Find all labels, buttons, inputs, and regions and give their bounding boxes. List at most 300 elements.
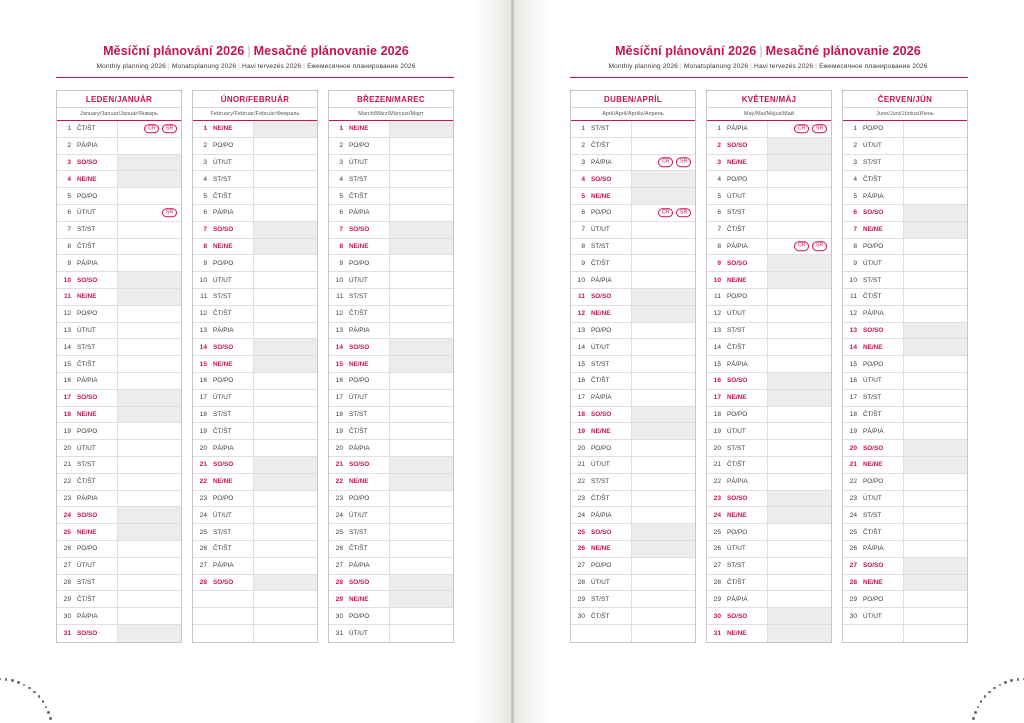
- day-row[interactable]: [843, 474, 967, 491]
- day-note-field[interactable]: [632, 239, 695, 255]
- day-note-field[interactable]: [904, 423, 967, 439]
- day-row[interactable]: [57, 356, 181, 373]
- day-row[interactable]: [57, 155, 181, 172]
- day-row[interactable]: [843, 575, 967, 592]
- day-row[interactable]: [329, 507, 453, 524]
- day-row[interactable]: [707, 373, 831, 390]
- day-note-field[interactable]: [904, 188, 967, 204]
- day-row[interactable]: [329, 255, 453, 272]
- day-note-field[interactable]: [254, 423, 317, 439]
- day-row[interactable]: [193, 373, 317, 390]
- day-row[interactable]: [707, 289, 831, 306]
- day-row[interactable]: [57, 138, 181, 155]
- day-row[interactable]: [707, 171, 831, 188]
- day-note-field[interactable]: [632, 188, 695, 204]
- day-note-field[interactable]: [768, 591, 831, 607]
- day-row[interactable]: [571, 121, 695, 138]
- day-note-field[interactable]: [632, 474, 695, 490]
- day-row[interactable]: [329, 625, 453, 642]
- day-note-field[interactable]: [390, 373, 453, 389]
- day-row[interactable]: [193, 390, 317, 407]
- day-row[interactable]: [57, 390, 181, 407]
- day-row[interactable]: [193, 289, 317, 306]
- day-row[interactable]: [57, 474, 181, 491]
- day-note-field[interactable]: [632, 390, 695, 406]
- day-row[interactable]: [707, 272, 831, 289]
- day-row[interactable]: [707, 591, 831, 608]
- day-row[interactable]: [843, 239, 967, 256]
- day-note-field[interactable]: [768, 306, 831, 322]
- day-note-field[interactable]: [390, 440, 453, 456]
- day-row[interactable]: [843, 608, 967, 625]
- day-row[interactable]: [193, 306, 317, 323]
- day-row[interactable]: [707, 239, 831, 256]
- day-row[interactable]: [193, 591, 317, 608]
- day-row[interactable]: [329, 306, 453, 323]
- day-note-field[interactable]: [390, 524, 453, 540]
- day-row[interactable]: [707, 323, 831, 340]
- day-note-field[interactable]: [904, 339, 967, 355]
- day-note-field[interactable]: [904, 575, 967, 591]
- day-row[interactable]: [571, 591, 695, 608]
- day-row[interactable]: [571, 440, 695, 457]
- day-note-field[interactable]: [254, 390, 317, 406]
- day-note-field[interactable]: [254, 205, 317, 221]
- day-row[interactable]: [707, 306, 831, 323]
- day-row[interactable]: [843, 138, 967, 155]
- day-note-field[interactable]: [904, 558, 967, 574]
- day-row[interactable]: [329, 558, 453, 575]
- day-row[interactable]: [329, 188, 453, 205]
- day-row[interactable]: [57, 457, 181, 474]
- day-row[interactable]: [843, 289, 967, 306]
- day-note-field[interactable]: [254, 457, 317, 473]
- day-row[interactable]: [57, 222, 181, 239]
- day-note-field[interactable]: [254, 222, 317, 238]
- day-note-field[interactable]: [632, 323, 695, 339]
- day-row[interactable]: [843, 188, 967, 205]
- day-note-field[interactable]: [118, 407, 181, 423]
- day-note-field[interactable]: [254, 138, 317, 154]
- day-note-field[interactable]: [390, 239, 453, 255]
- day-row[interactable]: [707, 524, 831, 541]
- day-note-field[interactable]: [904, 373, 967, 389]
- day-row[interactable]: [571, 171, 695, 188]
- day-note-field[interactable]: [768, 625, 831, 642]
- day-row[interactable]: [571, 205, 695, 222]
- day-note-field[interactable]: [390, 390, 453, 406]
- day-note-field[interactable]: [390, 171, 453, 187]
- day-row[interactable]: [571, 339, 695, 356]
- day-row[interactable]: [843, 339, 967, 356]
- day-row[interactable]: [843, 625, 967, 642]
- day-note-field[interactable]: [904, 138, 967, 154]
- day-row[interactable]: [843, 222, 967, 239]
- day-note-field[interactable]: [768, 272, 831, 288]
- day-row[interactable]: [843, 255, 967, 272]
- day-row[interactable]: [193, 272, 317, 289]
- day-note-field[interactable]: [632, 255, 695, 271]
- day-note-field[interactable]: [254, 356, 317, 372]
- day-row[interactable]: [193, 339, 317, 356]
- day-row[interactable]: [571, 390, 695, 407]
- day-row[interactable]: [329, 390, 453, 407]
- day-note-field[interactable]: [632, 524, 695, 540]
- day-note-field[interactable]: [118, 323, 181, 339]
- day-row[interactable]: [843, 407, 967, 424]
- day-row[interactable]: [193, 474, 317, 491]
- day-note-field[interactable]: [904, 121, 967, 137]
- day-note-field[interactable]: [768, 188, 831, 204]
- day-row[interactable]: [193, 524, 317, 541]
- day-row[interactable]: [843, 272, 967, 289]
- day-note-field[interactable]: [254, 155, 317, 171]
- day-note-field[interactable]: [254, 474, 317, 490]
- day-note-field[interactable]: [118, 491, 181, 507]
- day-row[interactable]: [193, 255, 317, 272]
- day-note-field[interactable]: [254, 491, 317, 507]
- day-row[interactable]: [707, 474, 831, 491]
- day-row[interactable]: [707, 155, 831, 172]
- day-note-field[interactable]: [254, 339, 317, 355]
- day-note-field[interactable]: [768, 323, 831, 339]
- day-row[interactable]: [843, 356, 967, 373]
- day-row[interactable]: [571, 491, 695, 508]
- day-note-field[interactable]: [254, 591, 317, 607]
- day-note-field[interactable]: [904, 491, 967, 507]
- day-row[interactable]: [329, 457, 453, 474]
- day-row[interactable]: [193, 323, 317, 340]
- day-row[interactable]: [843, 121, 967, 138]
- day-row[interactable]: [329, 155, 453, 172]
- day-row[interactable]: [843, 390, 967, 407]
- day-row[interactable]: [571, 373, 695, 390]
- day-note-field[interactable]: [632, 339, 695, 355]
- day-note-field[interactable]: [118, 373, 181, 389]
- day-note-field[interactable]: [254, 323, 317, 339]
- day-note-field[interactable]: [904, 205, 967, 221]
- day-note-field[interactable]: [118, 222, 181, 238]
- day-row[interactable]: [571, 407, 695, 424]
- day-note-field[interactable]: [254, 575, 317, 591]
- day-note-field[interactable]: [390, 491, 453, 507]
- day-note-field[interactable]: [390, 507, 453, 523]
- day-note-field[interactable]: [118, 524, 181, 540]
- day-note-field[interactable]: [904, 356, 967, 372]
- day-row[interactable]: [329, 591, 453, 608]
- day-note-field[interactable]: [254, 440, 317, 456]
- day-row[interactable]: [707, 188, 831, 205]
- day-note-field[interactable]: [768, 289, 831, 305]
- day-note-field[interactable]: [768, 390, 831, 406]
- day-row[interactable]: [707, 507, 831, 524]
- day-row[interactable]: [57, 121, 181, 138]
- day-note-field[interactable]: [768, 255, 831, 271]
- day-row[interactable]: [193, 205, 317, 222]
- day-row[interactable]: [571, 507, 695, 524]
- day-note-field[interactable]: [390, 625, 453, 642]
- day-note-field[interactable]: [254, 407, 317, 423]
- day-note-field[interactable]: [118, 423, 181, 439]
- day-note-field[interactable]: [632, 289, 695, 305]
- day-row[interactable]: [57, 373, 181, 390]
- day-row[interactable]: [571, 625, 695, 642]
- day-note-field[interactable]: [768, 457, 831, 473]
- day-note-field[interactable]: [904, 155, 967, 171]
- day-row[interactable]: [571, 575, 695, 592]
- day-note-field[interactable]: [118, 390, 181, 406]
- day-row[interactable]: [329, 373, 453, 390]
- day-note-field[interactable]: [390, 608, 453, 624]
- day-row[interactable]: [843, 171, 967, 188]
- day-note-field[interactable]: [632, 373, 695, 389]
- day-note-field[interactable]: [904, 306, 967, 322]
- day-row[interactable]: [193, 356, 317, 373]
- day-note-field[interactable]: [632, 575, 695, 591]
- day-row[interactable]: [57, 205, 181, 222]
- day-note-field[interactable]: [254, 507, 317, 523]
- day-row[interactable]: [57, 306, 181, 323]
- day-row[interactable]: [571, 138, 695, 155]
- day-note-field[interactable]: [632, 407, 695, 423]
- day-note-field[interactable]: [118, 575, 181, 591]
- day-row[interactable]: [329, 323, 453, 340]
- day-note-field[interactable]: [632, 121, 695, 137]
- day-row[interactable]: [193, 171, 317, 188]
- day-row[interactable]: [57, 591, 181, 608]
- day-note-field[interactable]: [768, 507, 831, 523]
- day-note-field[interactable]: [254, 625, 317, 642]
- day-note-field[interactable]: [390, 339, 453, 355]
- day-row[interactable]: [843, 323, 967, 340]
- day-note-field[interactable]: [768, 205, 831, 221]
- day-note-field[interactable]: [390, 591, 453, 607]
- day-row[interactable]: [329, 239, 453, 256]
- day-row[interactable]: [843, 306, 967, 323]
- day-row[interactable]: [707, 625, 831, 642]
- day-note-field[interactable]: [254, 255, 317, 271]
- day-row[interactable]: [329, 356, 453, 373]
- day-note-field[interactable]: [390, 205, 453, 221]
- day-note-field[interactable]: [390, 474, 453, 490]
- day-row[interactable]: [571, 524, 695, 541]
- day-row[interactable]: [571, 289, 695, 306]
- day-row[interactable]: [707, 575, 831, 592]
- day-row[interactable]: [193, 407, 317, 424]
- day-note-field[interactable]: [390, 138, 453, 154]
- day-row[interactable]: [707, 608, 831, 625]
- day-row[interactable]: [57, 323, 181, 340]
- day-note-field[interactable]: [254, 188, 317, 204]
- day-row[interactable]: [57, 558, 181, 575]
- day-row[interactable]: [843, 591, 967, 608]
- day-row[interactable]: [57, 541, 181, 558]
- day-note-field[interactable]: [390, 407, 453, 423]
- day-row[interactable]: [707, 558, 831, 575]
- day-row[interactable]: [707, 138, 831, 155]
- day-note-field[interactable]: [254, 272, 317, 288]
- day-row[interactable]: [843, 423, 967, 440]
- day-row[interactable]: [329, 474, 453, 491]
- day-row[interactable]: [843, 205, 967, 222]
- day-note-field[interactable]: [768, 474, 831, 490]
- day-note-field[interactable]: [904, 222, 967, 238]
- day-row[interactable]: [193, 558, 317, 575]
- day-note-field[interactable]: [254, 239, 317, 255]
- day-note-field[interactable]: [118, 239, 181, 255]
- day-note-field[interactable]: [632, 491, 695, 507]
- day-note-field[interactable]: [904, 239, 967, 255]
- day-row[interactable]: [571, 306, 695, 323]
- day-note-field[interactable]: [904, 625, 967, 642]
- day-note-field[interactable]: [390, 575, 453, 591]
- day-row[interactable]: [329, 171, 453, 188]
- day-note-field[interactable]: [254, 541, 317, 557]
- day-row[interactable]: [57, 239, 181, 256]
- day-row[interactable]: [571, 222, 695, 239]
- day-row[interactable]: [329, 491, 453, 508]
- day-note-field[interactable]: [254, 306, 317, 322]
- day-row[interactable]: [843, 155, 967, 172]
- day-note-field[interactable]: [632, 423, 695, 439]
- day-row[interactable]: [329, 423, 453, 440]
- day-row[interactable]: [193, 239, 317, 256]
- day-note-field[interactable]: [768, 524, 831, 540]
- day-note-field[interactable]: [632, 222, 695, 238]
- day-note-field[interactable]: [118, 608, 181, 624]
- day-note-field[interactable]: [118, 289, 181, 305]
- day-note-field[interactable]: [254, 558, 317, 574]
- day-row[interactable]: [57, 608, 181, 625]
- day-note-field[interactable]: [254, 121, 317, 137]
- day-row[interactable]: [193, 491, 317, 508]
- day-note-field[interactable]: [390, 558, 453, 574]
- day-note-field[interactable]: [118, 558, 181, 574]
- day-row[interactable]: [707, 390, 831, 407]
- day-note-field[interactable]: [254, 171, 317, 187]
- day-note-field[interactable]: [390, 272, 453, 288]
- day-note-field[interactable]: [768, 558, 831, 574]
- day-row[interactable]: [193, 575, 317, 592]
- day-row[interactable]: [193, 121, 317, 138]
- day-note-field[interactable]: [118, 138, 181, 154]
- day-row[interactable]: [329, 541, 453, 558]
- day-note-field[interactable]: [390, 356, 453, 372]
- day-row[interactable]: [707, 205, 831, 222]
- day-note-field[interactable]: [632, 440, 695, 456]
- day-row[interactable]: [57, 440, 181, 457]
- day-note-field[interactable]: [390, 323, 453, 339]
- day-row[interactable]: [57, 171, 181, 188]
- day-row[interactable]: [57, 339, 181, 356]
- day-row[interactable]: [193, 541, 317, 558]
- day-row[interactable]: [57, 575, 181, 592]
- day-row[interactable]: [571, 188, 695, 205]
- day-note-field[interactable]: [254, 289, 317, 305]
- day-row[interactable]: [329, 121, 453, 138]
- day-row[interactable]: [571, 323, 695, 340]
- day-note-field[interactable]: [390, 121, 453, 137]
- day-row[interactable]: [571, 474, 695, 491]
- day-note-field[interactable]: [904, 608, 967, 624]
- day-note-field[interactable]: [390, 155, 453, 171]
- day-note-field[interactable]: [390, 289, 453, 305]
- day-note-field[interactable]: [632, 608, 695, 624]
- day-note-field[interactable]: [632, 507, 695, 523]
- day-note-field[interactable]: [904, 457, 967, 473]
- day-note-field[interactable]: [118, 171, 181, 187]
- day-note-field[interactable]: [390, 306, 453, 322]
- day-row[interactable]: [571, 558, 695, 575]
- day-row[interactable]: [843, 541, 967, 558]
- day-row[interactable]: [707, 423, 831, 440]
- day-row[interactable]: [707, 491, 831, 508]
- day-note-field[interactable]: [904, 255, 967, 271]
- day-note-field[interactable]: [632, 171, 695, 187]
- day-row[interactable]: [57, 524, 181, 541]
- day-note-field[interactable]: [768, 608, 831, 624]
- day-note-field[interactable]: [768, 575, 831, 591]
- day-note-field[interactable]: [632, 272, 695, 288]
- day-note-field[interactable]: [118, 188, 181, 204]
- day-row[interactable]: [707, 222, 831, 239]
- day-note-field[interactable]: [118, 440, 181, 456]
- day-row[interactable]: [843, 524, 967, 541]
- day-note-field[interactable]: [904, 323, 967, 339]
- day-row[interactable]: [571, 239, 695, 256]
- day-note-field[interactable]: [904, 390, 967, 406]
- day-note-field[interactable]: [768, 541, 831, 557]
- day-note-field[interactable]: [768, 171, 831, 187]
- day-row[interactable]: [329, 289, 453, 306]
- day-row[interactable]: [329, 608, 453, 625]
- day-note-field[interactable]: [632, 591, 695, 607]
- day-note-field[interactable]: [904, 591, 967, 607]
- day-row[interactable]: [843, 440, 967, 457]
- day-note-field[interactable]: [632, 356, 695, 372]
- day-row[interactable]: [57, 272, 181, 289]
- day-note-field[interactable]: [118, 155, 181, 171]
- day-row[interactable]: [707, 541, 831, 558]
- day-row[interactable]: [571, 457, 695, 474]
- day-row[interactable]: [571, 423, 695, 440]
- day-note-field[interactable]: [632, 625, 695, 642]
- day-row[interactable]: [193, 507, 317, 524]
- day-row[interactable]: [193, 188, 317, 205]
- day-note-field[interactable]: [632, 306, 695, 322]
- day-row[interactable]: [329, 222, 453, 239]
- day-note-field[interactable]: [118, 306, 181, 322]
- day-note-field[interactable]: [904, 507, 967, 523]
- day-note-field[interactable]: [390, 222, 453, 238]
- day-row[interactable]: [843, 457, 967, 474]
- day-row[interactable]: [843, 507, 967, 524]
- day-row[interactable]: [193, 138, 317, 155]
- day-note-field[interactable]: [254, 524, 317, 540]
- day-note-field[interactable]: [118, 356, 181, 372]
- day-row[interactable]: [57, 423, 181, 440]
- day-note-field[interactable]: [768, 155, 831, 171]
- day-row[interactable]: [57, 491, 181, 508]
- day-note-field[interactable]: [632, 558, 695, 574]
- day-note-field[interactable]: [118, 339, 181, 355]
- day-note-field[interactable]: [632, 541, 695, 557]
- day-note-field[interactable]: [118, 591, 181, 607]
- day-row[interactable]: [329, 205, 453, 222]
- day-note-field[interactable]: [254, 373, 317, 389]
- day-note-field[interactable]: [768, 407, 831, 423]
- day-note-field[interactable]: [118, 272, 181, 288]
